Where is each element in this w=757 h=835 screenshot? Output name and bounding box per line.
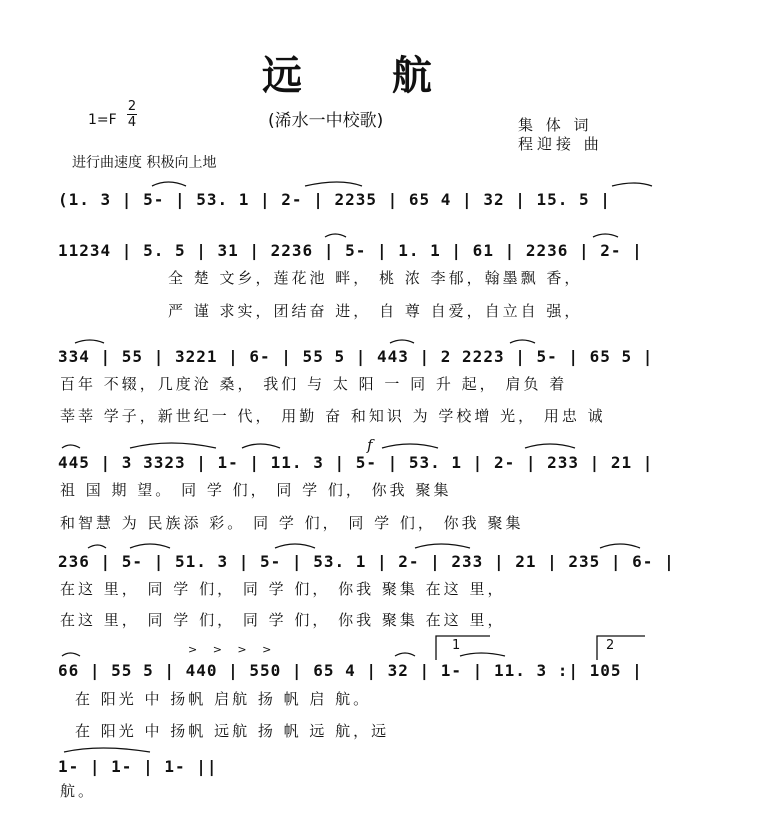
volta-first-label: 1 [452,638,461,653]
lyric-line-4a: 祖 国 期 望。 同 学 们， 同 学 们， 你我 聚集 [60,481,452,499]
notation-line-6: 66 | 55 5 | 440 | 550 | 65 4 | 32 | 1- | 11. 3 :| 105 | [58,661,643,680]
notation-line-3: 334 | 55 | 3221 | 6- | 55 5 | 443 | 2 2223 | 5- | 65 5 | [58,347,654,366]
key-signature: 1=F [88,112,117,128]
song-subtitle: (浠水一中校歌) [268,111,384,131]
tempo-marking: 进行曲速度 积极向上地 [72,155,217,171]
volta-second-label: 2 [606,638,615,653]
song-title: 远 航 [262,52,470,99]
accent-marks: > > > > [188,643,278,656]
lyric-line-5b: 在这 里， 同 学 们， 同 学 们， 你我 聚集 在这 里， [60,611,506,629]
dynamic-forte: f [367,436,373,454]
lyric-line-5a: 在这 里， 同 学 们， 同 学 们， 你我 聚集 在这 里， [60,580,506,598]
lyric-line-3b: 莘莘 学子，新世纪一 代， 用勤 奋 和知识 为 学校增 光， 用忠 诚 [60,407,606,425]
meter-top: 2 [127,99,137,114]
lyric-line-2b: 严 谨 求实，团结奋 进， 自 尊 自爱，自立自 强， [168,302,583,320]
lyric-line-6a: 在 阳光 中 扬帆 启航 扬 帆 启 航。 [75,690,372,708]
lyric-line-7a: 航。 [60,782,97,800]
notation-line-5: 236 | 5- | 51. 3 | 5- | 53. 1 | 2- | 233 | 21 | 235 | 6- | [58,552,675,571]
notation-line-2: 11234 | 5. 5 | 31 | 2236 | 5- | 1. 1 | 61 | 2236 | 2- | [58,241,643,260]
lyric-line-4b: 和智慧 为 民族添 彩。 同 学 们， 同 学 们， 你我 聚集 [60,514,524,532]
meter-bottom: 4 [127,115,137,130]
notation-line-7: 1- | 1- | 1- || [58,757,218,776]
composer-credit: 程迎接 曲 [518,135,603,153]
lyric-line-3a: 百年 不辍，几度沧 桑， 我们 与 太 阳 一 同 升 起， 肩负 着 [60,375,568,393]
lyricist-credit: 集 体 词 [518,116,593,134]
notation-line-4: 445 | 3 3323 | 1- | 11. 3 | 5- | 53. 1 | 2- | 233 | 21 | [58,453,654,472]
lyric-line-2a: 全 楚 文乡，莲花池 畔， 桃 浓 李郁，翰墨飘 香， [168,269,583,287]
notation-line-1: (1. 3 | 5- | 53. 1 | 2- | 2235 | 65 4 | 32 | 15. 5 | [58,190,611,209]
lyric-line-6b: 在 阳光 中 扬帆 远航 扬 帆 远 航，远 [75,722,390,740]
